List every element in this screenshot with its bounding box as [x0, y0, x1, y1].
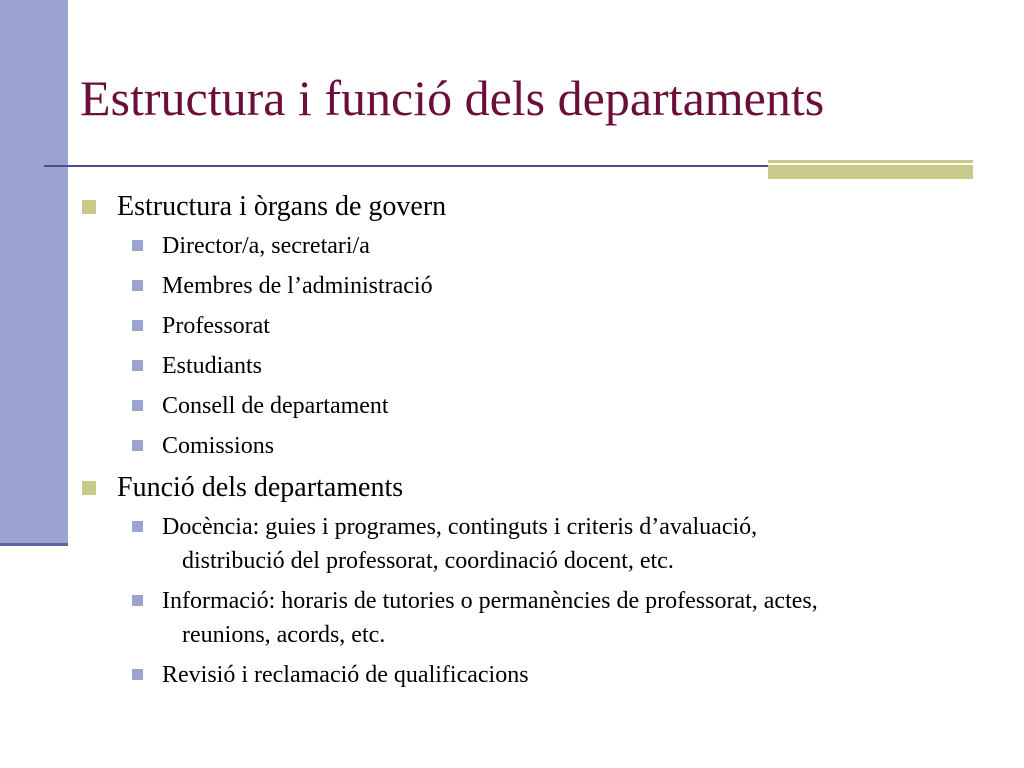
square-bullet-icon: [132, 521, 143, 532]
list-item-text: Professorat: [162, 313, 270, 339]
list-item-text: Docència: guies i programes, continguts i criteris d’avaluació,: [162, 514, 758, 540]
accent-stripe-thin: [768, 160, 973, 163]
list-item-text: Comissions: [162, 433, 275, 459]
square-bullet-icon: [132, 440, 143, 451]
list-item-continuation: reunions, acords, etc.: [182, 622, 386, 648]
list-item: [127, 389, 982, 423]
list-item: [127, 229, 982, 263]
side-accent-bar: [0, 0, 68, 546]
list-item: [127, 349, 982, 383]
square-bullet-icon: [132, 320, 143, 331]
square-bullet-icon: [132, 669, 143, 680]
square-bullet-icon: [82, 481, 96, 495]
accent-stripe-thick: [768, 165, 973, 179]
section-heading: Estructura i òrgans de govern: [117, 191, 447, 222]
section-items: [117, 229, 982, 463]
list-item: [127, 429, 982, 463]
section-heading: Funció dels departaments: [117, 472, 404, 503]
section-funcio: [82, 469, 982, 692]
square-bullet-icon: [132, 400, 143, 411]
slide-title: Estructura i funció dels departaments: [80, 70, 825, 126]
list-item: [127, 309, 982, 343]
list-item-continuation: distribució del professorat, coordinació docent, etc.: [182, 548, 674, 574]
list-item-text: Revisió i reclamació de qualificacions: [162, 662, 529, 688]
list-item-text: Informació: horaris de tutories o permanències de professorat, actes,: [162, 588, 818, 614]
slide-content: [82, 188, 982, 698]
list-item-text: Estudiants: [162, 353, 262, 379]
list-item: [127, 584, 982, 652]
list-item: [127, 510, 982, 578]
square-bullet-icon: [132, 595, 143, 606]
title-divider: [44, 165, 768, 167]
square-bullet-icon: [132, 280, 143, 291]
section-estructura: [82, 188, 982, 463]
square-bullet-icon: [82, 200, 96, 214]
square-bullet-icon: [132, 360, 143, 371]
title-accent-stripes: [768, 160, 973, 179]
square-bullet-icon: [132, 240, 143, 251]
list-item: [127, 658, 982, 692]
section-items: [117, 510, 982, 692]
list-item: [127, 269, 982, 303]
list-item-text: Membres de l’administració: [162, 273, 433, 299]
list-item-text: Director/a, secretari/a: [162, 233, 370, 259]
list-item-text: Consell de departament: [162, 393, 389, 419]
